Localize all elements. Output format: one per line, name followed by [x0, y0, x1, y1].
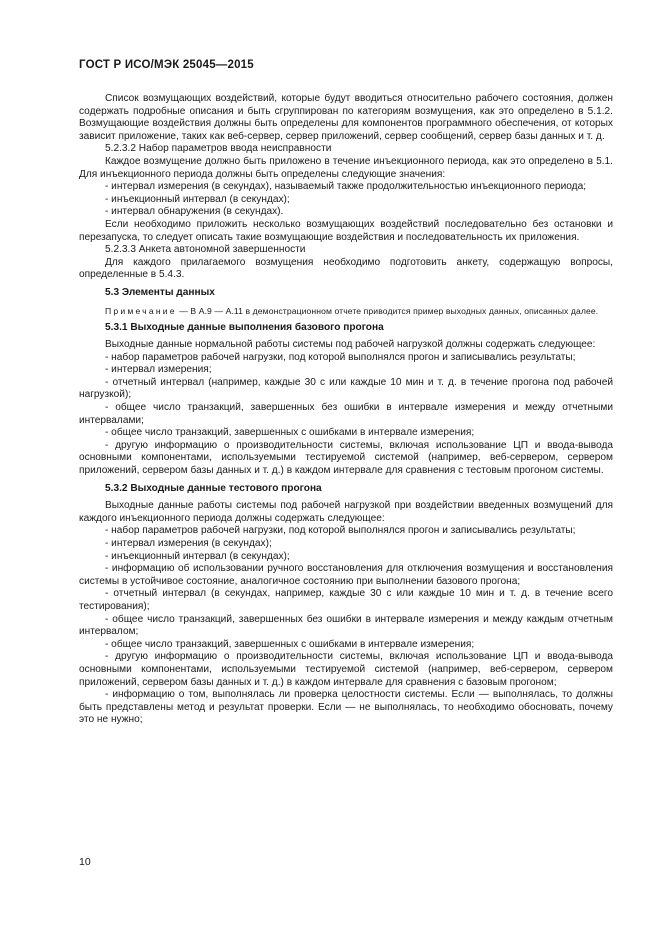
- paragraph: Каждое возмущение должно быть приложено в течение инъекционного периода, как это определено в 5.1. Для инъекционного периода должны быть определены следующие значения:: [79, 155, 613, 180]
- list-item: - набор параметров рабочей нагрузки, под которой выполнялся прогон и записывались результаты;: [105, 525, 576, 537]
- paragraph: Список возмущающих воздействий, которые будут вводиться относительно рабочего состояния, должен содержать подробные описания и быть сгруппирован по категориям возмущения, как это определено в 5.1.2. Возмущающие воздействия должны быть определены для компонентов программного обеспечения, от которых зависит приложение, таких как веб-сервер, сервер приложений, сервер сообщений, сервер базы данных и т. д.: [79, 93, 613, 142]
- list-item: - инъекционный интервал (в секундах);: [105, 550, 290, 562]
- list-item: - интервал измерения (в секундах), называемый также продолжительностью инъекционного периода;: [105, 181, 587, 193]
- list-item: - интервал измерения (в секундах);: [105, 538, 272, 549]
- list-item: - инъекционный интервал (в секундах);: [105, 193, 290, 205]
- list-item: - общее число транзакций, завершенных без ошибки в интервале измерения и между отчетными интервалами;: [79, 402, 613, 426]
- list-item: - общее число транзакций, завершенных без ошибки в интервале измерения и между каждым отчетным интервалом;: [79, 613, 613, 638]
- note: [79, 305, 613, 317]
- list-item: - информацию о том, выполнялась ли проверка целостности системы. Если — выполнялась, то должны быть представлены метод и результат проверки. Если — не выполнялась, то необходимо обосновать, почему это не нужно;: [79, 689, 613, 726]
- list-item: - другую информацию о производительности системы, включая использование ЦП и ввода-вывода основными компонентами, используемыми тестируемой системой (например, веб-сервером, сервером приложений, сервером базы данных и т. д.) в каждом интервале для сравнения с тестовым прогоном системы.: [79, 439, 613, 477]
- page-number: 10: [79, 856, 91, 868]
- subsection-title: 5.2.3.3 Анкета автономной завершенности: [105, 244, 306, 256]
- section-heading: 5.3 Элементы данных: [105, 286, 215, 298]
- list-item: - общее число транзакций, завершенных с ошибками в интервале измерения;: [105, 427, 475, 439]
- section-heading: 5.3.2 Выходные данные тестового прогона: [105, 482, 322, 494]
- paragraph: Если необходимо приложить несколько возмущающих воздействий последовательно без остановки и перезапуска, то следует описать такие возмущающие воздействия и последовательность их приложения.: [79, 218, 613, 243]
- document-header: ГОСТ Р ИСО/МЭК 25045—2015: [79, 59, 254, 71]
- list-item: - отчетный интервал (например, каждые 30 с или каждые 10 мин и т. д. в течение прогона под рабочей нагрузкой);: [79, 376, 613, 401]
- list-item: - информацию об использовании ручного восстановления для отключения возмущения и восстановления системы в устойчивое состояние, аналогичное состоянию при выполнении базового прогона;: [79, 563, 613, 587]
- subsection-title: 5.2.3.2 Набор параметров ввода неисправности: [105, 143, 332, 155]
- list-item: - интервал измерения;: [105, 364, 212, 376]
- list-item: - другую информацию о производительности системы, включая использование ЦП и ввода-вывода основными компонентами, используемыми тестируемой системой (например, веб-сервером, сервером приложений, сервером базы данных и т. д.) в каждом интервале для сравнения с базовым прогоном;: [79, 651, 613, 688]
- list-item: - интервал обнаружения (в секундах).: [105, 206, 284, 218]
- section-heading: 5.3.1 Выходные данные выполнения базового прогона: [105, 321, 384, 333]
- note-text: — В А.9 — А.11 в демонстрационном отчете приводится пример выходных данных, описанных далее.: [176, 305, 599, 316]
- paragraph: Выходные данные нормальной работы системы под рабочей нагрузкой должны содержать следующее:: [105, 339, 596, 351]
- note-label: Примечание: [105, 305, 177, 316]
- list-item: - набор параметров рабочей нагрузки, под которой выполнялся прогон и записывались результаты;: [105, 351, 576, 363]
- document-body: [79, 93, 613, 727]
- paragraph: Выходные данные работы системы под рабочей нагрузкой при воздействии введенных возмущений для каждого инъекционного периода должны содержать следующее:: [79, 500, 613, 524]
- list-item: - общее число транзакций, завершенных с ошибками в интервале измерения;: [105, 638, 475, 650]
- paragraph: Для каждого прилагаемого возмущения необходимо подготовить анкету, содержащую вопросы, определенные в 5.4.3.: [79, 256, 613, 281]
- list-item: - отчетный интервал (в секундах, например, каждые 30 с или каждые 10 мин и т. д. в течение всего тестирования);: [79, 588, 613, 612]
